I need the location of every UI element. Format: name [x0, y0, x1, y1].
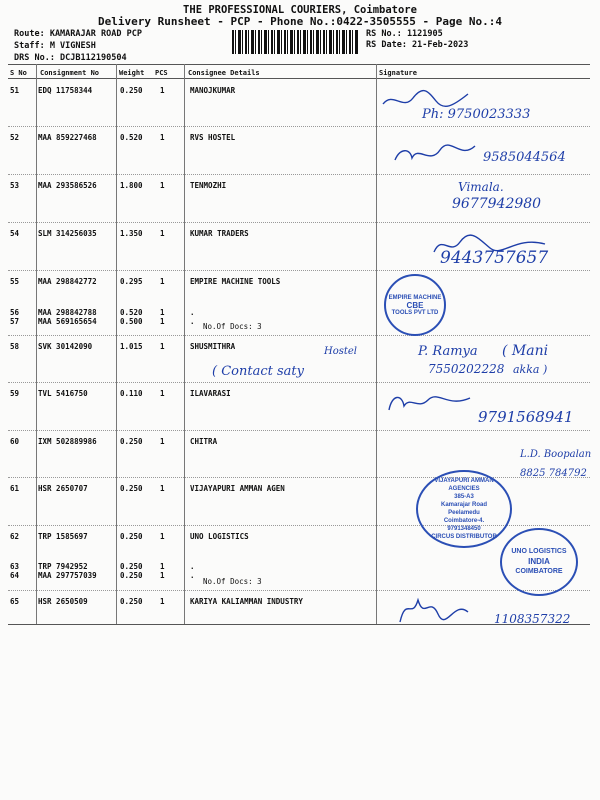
signature-scribble [394, 592, 474, 626]
stamp-text: UNO LOGISTICS [511, 548, 567, 555]
row-consignment-no: EDQ 11758344 [38, 86, 93, 95]
row-weight: 1.800 [120, 181, 143, 190]
handwritten-phone: 8825 784792 [520, 468, 587, 479]
row-consignee: EMPIRE MACHINE TOOLS [190, 277, 281, 286]
handwritten-note: akka ) [513, 363, 548, 376]
row-sno: 59 [10, 389, 20, 398]
handwritten-name: P. Ramya [418, 344, 478, 359]
row-consignment-no: SVK 30142090 [38, 342, 93, 351]
row-weight: 0.250 [120, 532, 143, 541]
row-consignee: TENMOZHI [190, 181, 227, 190]
handwritten-phone: 9677942980 [452, 196, 542, 212]
row-weight: 0.250 [120, 437, 143, 446]
uno-logistics-stamp [500, 528, 578, 596]
row-sno: 51 [10, 86, 20, 95]
row-consignment-no: MAA 569165654 [38, 317, 97, 326]
row-pcs: 1 [160, 571, 165, 580]
row-sno: 62 [10, 532, 20, 541]
row-consignment-no: MAA 293586526 [38, 181, 97, 190]
row-sno: 61 [10, 484, 20, 493]
col-divider [376, 64, 377, 624]
row-consignment-no: HSR 2650707 [38, 484, 88, 493]
docs-count: No.Of Docs: 3 [203, 577, 262, 586]
row-weight: 1.015 [120, 342, 143, 351]
col-header-signature: Signature [379, 69, 417, 77]
row-weight: 0.500 [120, 317, 143, 326]
col-header-sno: S No [10, 69, 27, 77]
row-consignee: CHITRA [190, 437, 218, 446]
signature-scribble [384, 390, 474, 416]
stamp-text: VIJAYAPURI AMMAN AGENCIES [434, 478, 494, 492]
row-weight: 0.110 [120, 389, 143, 398]
row-consignee: KARIYA KALIAMMAN INDUSTRY [190, 597, 303, 606]
col-header-pcs: PCS [155, 69, 168, 77]
row-pcs: 1 [160, 229, 165, 238]
row-sno: 52 [10, 133, 20, 142]
handwritten-name: ( Mani [502, 343, 549, 359]
row-separator [8, 270, 590, 271]
staff-label: Staff: M VIGNESH [14, 41, 96, 51]
col-header-weight: Weight [119, 69, 145, 77]
rs-date: RS Date: 21-Feb-2023 [366, 40, 469, 50]
row-separator [8, 382, 590, 383]
row-pcs: 1 [160, 437, 165, 446]
rs-number: RS No.: 1121905 [366, 29, 443, 39]
row-consignee: MANOJKUMAR [190, 86, 236, 95]
stamp-text: CIRCUS DISTRIBUTOR [431, 534, 497, 540]
drs-number: DRS No.: DCJB112190504 [14, 53, 127, 63]
table-top-border [8, 64, 590, 65]
row-consignment-no: SLM 314256035 [38, 229, 97, 238]
stamp-text: Peelamedu [448, 510, 480, 516]
handwritten-phone: 9443757657 [440, 248, 549, 268]
row-sno: 57 [10, 317, 20, 326]
row-weight: 0.295 [120, 277, 143, 286]
row-pcs: 1 [160, 532, 165, 541]
row-sno: 53 [10, 181, 20, 190]
runsheet-subtitle: Delivery Runsheet - PCP - Phone No.:0422-3505555 - Page No.:4 [98, 15, 502, 28]
stamp-text: INDIA [528, 557, 550, 566]
row-weight: 0.250 [120, 86, 143, 95]
col-divider [36, 64, 37, 624]
row-consignee: UNO LOGISTICS [190, 532, 249, 541]
row-consignment-no: TVL 5416750 [38, 389, 88, 398]
row-weight: 0.250 [120, 484, 143, 493]
handwritten-note: Hostel [324, 346, 358, 357]
row-separator [8, 222, 590, 223]
handwritten-note: ( Contact saty [212, 364, 304, 379]
row-sno: 64 [10, 571, 20, 580]
handwritten-phone: 7550202228 [428, 362, 505, 376]
row-weight: 0.250 [120, 597, 143, 606]
row-consignment-no: MAA 298842772 [38, 277, 97, 286]
row-weight: 0.520 [120, 133, 143, 142]
row-sno: 56 [10, 308, 20, 317]
row-sno: 63 [10, 562, 20, 571]
docs-count: No.Of Docs: 3 [203, 322, 262, 331]
stamp-text: Kamarajar Road [440, 502, 488, 508]
row-separator [8, 430, 590, 431]
row-weight: 0.250 [120, 571, 143, 580]
handwritten-phone: 1108357322 [494, 612, 571, 626]
stamp-text: 385-A3 [454, 494, 474, 500]
row-pcs: 1 [160, 342, 165, 351]
row-separator [8, 126, 590, 127]
handwritten-phone: Ph: 9750023333 [422, 107, 531, 122]
col-divider [116, 64, 117, 624]
row-consignment-no: MAA 297757039 [38, 571, 97, 580]
row-sno: 58 [10, 342, 20, 351]
table-header-border [8, 78, 590, 79]
route-label: Route: KAMARAJAR ROAD PCP [14, 29, 142, 39]
stamp-text: 9791348450 [447, 526, 481, 532]
col-header-consignment: Consignment No [40, 69, 100, 77]
handwritten-phone: 9585044564 [483, 150, 566, 165]
row-consignee: . [190, 317, 195, 326]
row-sno: 54 [10, 229, 20, 238]
stamp-text: TOOLS PVT LTD [391, 309, 439, 316]
empire-machine-stamp [384, 274, 446, 336]
stamp-text: COIMBATORE [515, 568, 563, 575]
col-header-consignee: Consignee Details [188, 69, 260, 77]
row-separator [8, 174, 590, 175]
handwritten-name: L.D. Boopalan [520, 449, 592, 460]
stamp-text: Coimbatore-4. [443, 518, 485, 524]
barcode [232, 30, 358, 54]
handwritten-name: Vimala. [458, 180, 504, 194]
row-separator [8, 335, 590, 336]
row-consignee: . [190, 571, 195, 580]
row-weight: 1.350 [120, 229, 143, 238]
row-pcs: 1 [160, 133, 165, 142]
row-pcs: 1 [160, 484, 165, 493]
row-consignee: RVS HOSTEL [190, 133, 236, 142]
stamp-text: EMPIRE MACHINE [388, 294, 442, 301]
row-consignment-no: IXM 502889986 [38, 437, 97, 446]
row-consignee: . [190, 308, 195, 317]
row-pcs: 1 [160, 562, 165, 571]
row-pcs: 1 [160, 389, 165, 398]
row-consignee: VIJAYAPURI AMMAN AGEN [190, 484, 285, 493]
row-sno: 65 [10, 597, 20, 606]
row-consignee: SHUSMITHRA [190, 342, 236, 351]
row-consignment-no: TRP 7942952 [38, 562, 88, 571]
signature-scribble [390, 140, 480, 170]
row-pcs: 1 [160, 277, 165, 286]
row-pcs: 1 [160, 181, 165, 190]
row-sno: 55 [10, 277, 20, 286]
row-sno: 60 [10, 437, 20, 446]
row-weight: 0.520 [120, 308, 143, 317]
row-weight: 0.250 [120, 562, 143, 571]
row-pcs: 1 [160, 308, 165, 317]
col-divider [184, 64, 185, 624]
handwritten-phone: 9791568941 [478, 408, 574, 426]
row-consignee: KUMAR TRADERS [190, 229, 249, 238]
vijayapuri-amman-stamp [416, 470, 512, 548]
row-consignment-no: MAA 298842788 [38, 308, 97, 317]
row-consignment-no: TRP 1585697 [38, 532, 88, 541]
row-pcs: 1 [160, 86, 165, 95]
row-separator [8, 590, 590, 591]
row-consignee: . [190, 562, 195, 571]
row-pcs: 1 [160, 317, 165, 326]
row-consignment-no: HSR 2650509 [38, 597, 88, 606]
row-consignee: ILAVARASI [190, 389, 231, 398]
stamp-text: CBE [406, 300, 424, 310]
company-title: THE PROFESSIONAL COURIERS, Coimbatore [183, 4, 417, 16]
row-consignment-no: MAA 859227468 [38, 133, 97, 142]
row-pcs: 1 [160, 597, 165, 606]
